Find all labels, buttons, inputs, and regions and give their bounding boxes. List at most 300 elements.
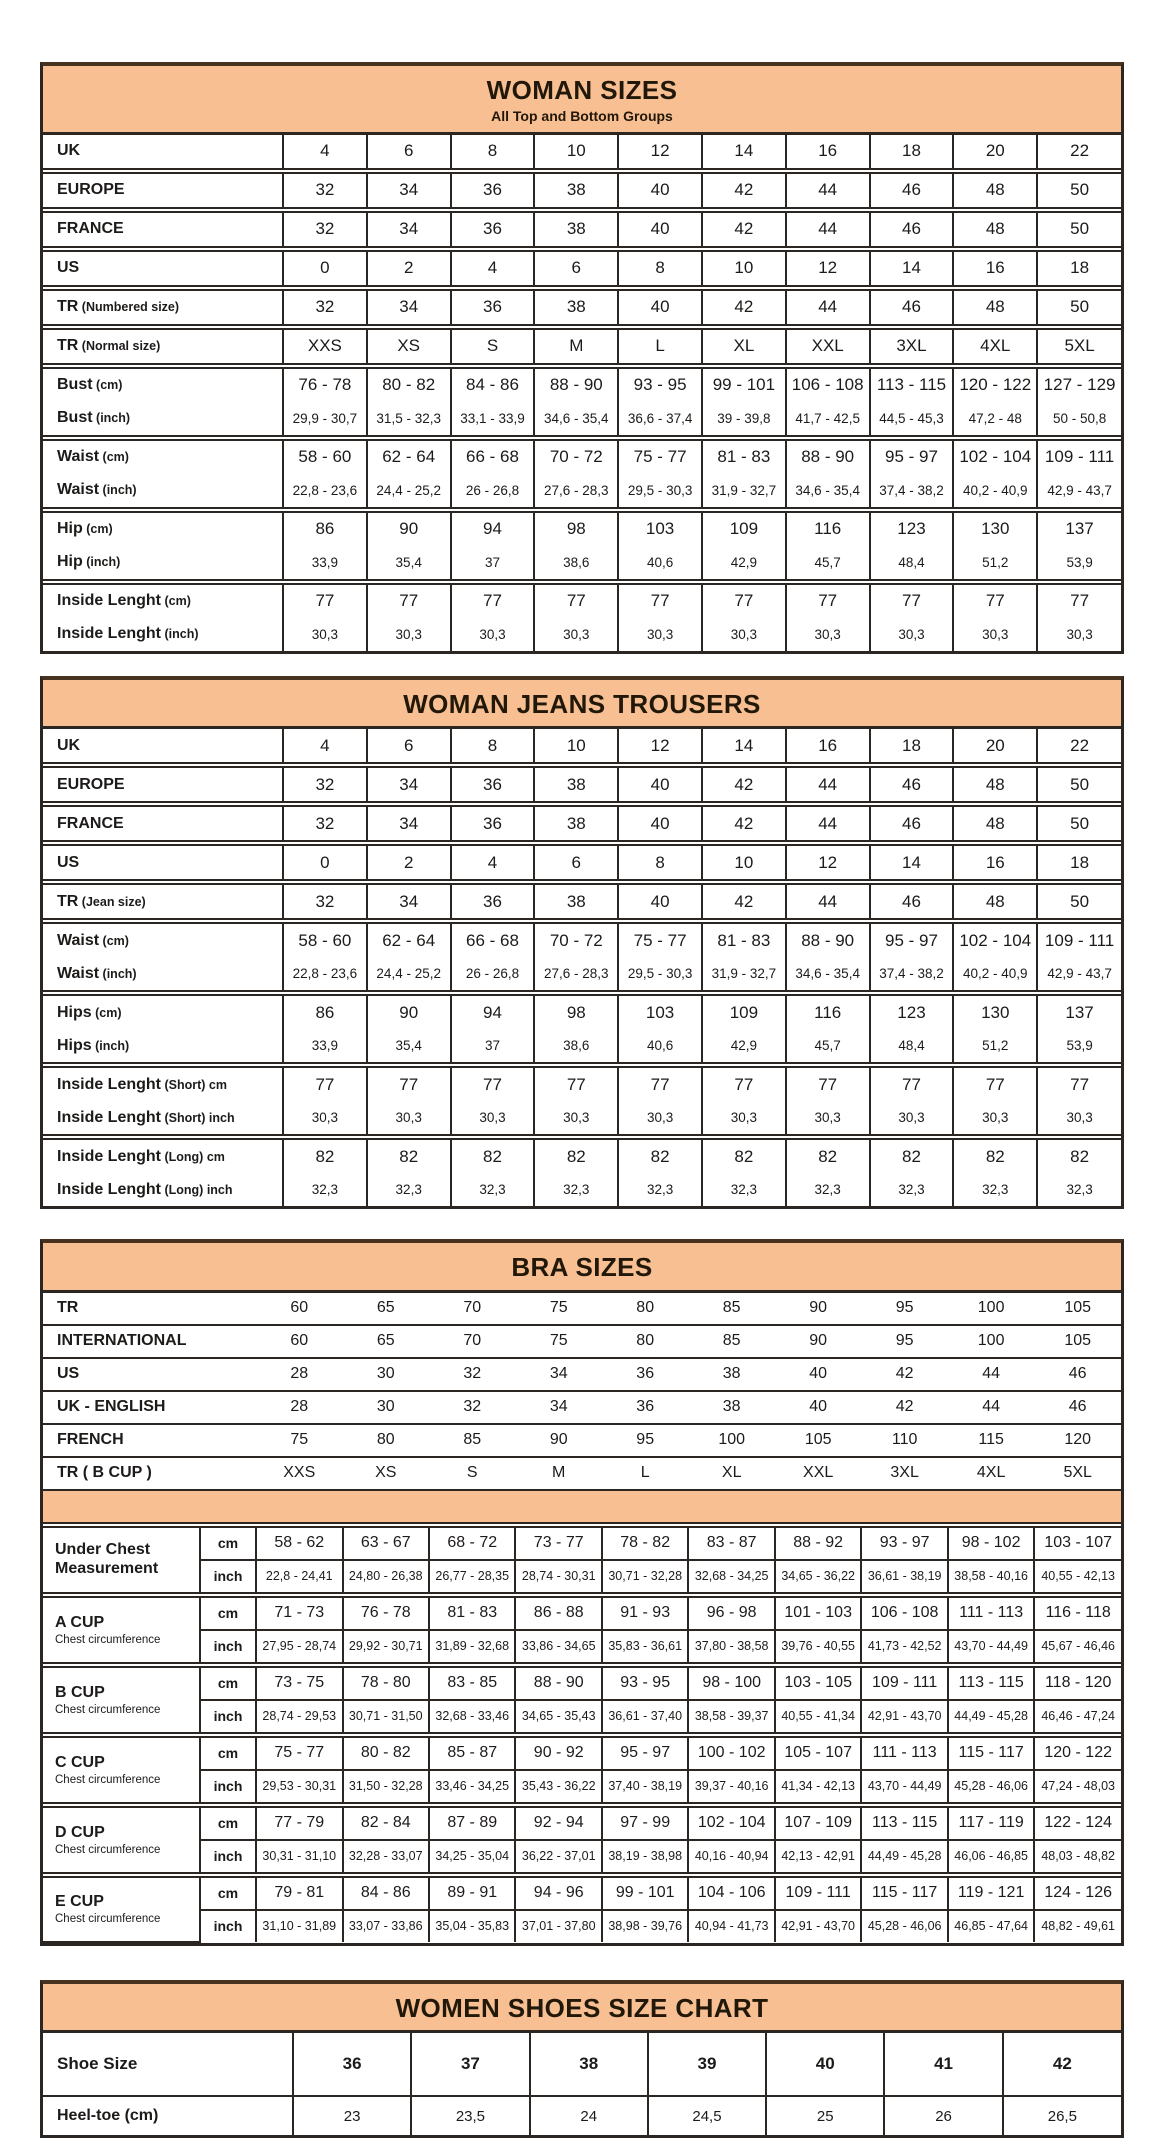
size-value: 34,65 - 36,22 bbox=[775, 1560, 861, 1595]
size-value: 62 - 64 bbox=[367, 921, 451, 957]
size-value: 109 - 111 bbox=[775, 1875, 861, 1910]
size-value: 62 - 64 bbox=[367, 438, 451, 474]
table-row bbox=[43, 843, 1121, 882]
size-value: 106 - 108 bbox=[861, 1595, 947, 1630]
size-value: 27,6 - 28,3 bbox=[534, 957, 618, 993]
size-value: 37 bbox=[451, 546, 535, 582]
table-row bbox=[43, 474, 1121, 510]
size-value: 37,40 - 38,19 bbox=[602, 1770, 688, 1805]
size-value: 77 bbox=[702, 582, 786, 618]
size-value: 32,3 bbox=[953, 1173, 1037, 1206]
size-value: 18 bbox=[870, 135, 954, 171]
size-value: 3XL bbox=[861, 1457, 947, 1490]
size-value: 46,85 - 47,64 bbox=[948, 1910, 1034, 1942]
size-value: 130 bbox=[953, 993, 1037, 1029]
size-value: 70 - 72 bbox=[534, 438, 618, 474]
size-value: 82 bbox=[534, 1137, 618, 1173]
size-value: 48 bbox=[953, 765, 1037, 804]
size-value: M bbox=[515, 1457, 601, 1490]
size-value: 76 - 78 bbox=[283, 366, 367, 402]
size-value: 38,6 bbox=[534, 1029, 618, 1065]
table-row bbox=[43, 1173, 1121, 1206]
table-row bbox=[43, 1560, 1121, 1595]
size-value: 75 - 77 bbox=[618, 438, 702, 474]
size-value: 48 bbox=[953, 288, 1037, 327]
size-value: 82 bbox=[702, 1137, 786, 1173]
size-value: 37,80 - 38,58 bbox=[688, 1630, 774, 1665]
cup-label bbox=[43, 1735, 200, 1805]
size-value: 116 bbox=[786, 993, 870, 1029]
size-value: 24 bbox=[530, 2096, 648, 2135]
size-value: 25 bbox=[766, 2096, 884, 2135]
size-value: 109 - 111 bbox=[861, 1665, 947, 1700]
size-value: 78 - 80 bbox=[343, 1665, 429, 1700]
size-value: 42,9 - 43,7 bbox=[1037, 474, 1121, 510]
size-value: 32 bbox=[429, 1358, 515, 1391]
size-value: 77 bbox=[786, 1065, 870, 1101]
size-value: 20 bbox=[953, 135, 1037, 171]
size-value: 94 - 96 bbox=[515, 1875, 601, 1910]
size-value: 33,07 - 33,86 bbox=[343, 1910, 429, 1942]
size-value: 29,92 - 30,71 bbox=[343, 1630, 429, 1665]
size-value: 46 bbox=[870, 171, 954, 210]
size-value: 66 - 68 bbox=[451, 438, 535, 474]
size-value: 44 bbox=[786, 882, 870, 921]
size-value: 86 bbox=[283, 993, 367, 1029]
size-value: 14 bbox=[870, 843, 954, 882]
size-value: 48 bbox=[953, 804, 1037, 843]
size-value: 77 bbox=[786, 582, 870, 618]
table-row bbox=[43, 2096, 1121, 2135]
size-value: 82 bbox=[870, 1137, 954, 1173]
size-value: 38 bbox=[688, 1391, 774, 1424]
size-value: 33,86 - 34,65 bbox=[515, 1630, 601, 1665]
shoes-table bbox=[40, 1980, 1124, 2138]
bra-table bbox=[40, 1239, 1124, 1946]
size-value: 101 - 103 bbox=[775, 1595, 861, 1630]
size-value: 42 bbox=[702, 765, 786, 804]
table-row bbox=[43, 1065, 1121, 1101]
size-value: 27,6 - 28,3 bbox=[534, 474, 618, 510]
size-value: 87 - 89 bbox=[429, 1805, 515, 1840]
size-value: 18 bbox=[870, 729, 954, 765]
size-value: M bbox=[534, 327, 618, 366]
size-value: 30,3 bbox=[451, 618, 535, 651]
size-value: 26 - 26,8 bbox=[451, 957, 535, 993]
size-value: 30,3 bbox=[1037, 618, 1121, 651]
size-value: 4 bbox=[451, 249, 535, 288]
size-value: 16 bbox=[786, 135, 870, 171]
size-value: 30,3 bbox=[451, 1101, 535, 1137]
size-value: 75 - 77 bbox=[618, 921, 702, 957]
table-row bbox=[43, 1805, 1121, 1840]
table-row bbox=[43, 510, 1121, 546]
size-value: XXL bbox=[786, 327, 870, 366]
row-label: Inside Lenght (Short) inch bbox=[43, 1101, 283, 1137]
size-value: 36 bbox=[451, 171, 535, 210]
size-value: 30,3 bbox=[534, 618, 618, 651]
size-value: 34,25 - 35,04 bbox=[429, 1840, 515, 1875]
size-value: 39,37 - 40,16 bbox=[688, 1770, 774, 1805]
row-label-note: (Long) cm bbox=[161, 1149, 225, 1164]
size-value: 77 bbox=[1037, 1065, 1121, 1101]
size-value: 40,2 - 40,9 bbox=[953, 474, 1037, 510]
size-value: 43,70 - 44,49 bbox=[861, 1770, 947, 1805]
table-row bbox=[43, 1457, 1121, 1490]
size-value: 53,9 bbox=[1037, 546, 1121, 582]
row-label: Waist (cm) bbox=[43, 438, 283, 474]
size-value: 84 - 86 bbox=[343, 1875, 429, 1910]
size-value: 46,06 - 46,85 bbox=[948, 1840, 1034, 1875]
size-value: 24,80 - 26,38 bbox=[343, 1560, 429, 1595]
table-title: BRA SIZES bbox=[511, 1252, 653, 1283]
unit-label: inch bbox=[200, 1560, 256, 1595]
row-label-note: (inch) bbox=[91, 1038, 130, 1053]
size-value: 111 - 113 bbox=[948, 1595, 1034, 1630]
size-value: 29,53 - 30,31 bbox=[256, 1770, 342, 1805]
row-label: US bbox=[43, 1358, 256, 1391]
size-value: 82 - 84 bbox=[343, 1805, 429, 1840]
size-value: 44 bbox=[786, 765, 870, 804]
size-value: 41,34 - 42,13 bbox=[775, 1770, 861, 1805]
table-row bbox=[43, 1875, 1121, 1910]
size-value: 32 bbox=[283, 171, 367, 210]
size-value: 42 bbox=[861, 1358, 947, 1391]
size-value: 33,1 - 33,9 bbox=[451, 402, 535, 438]
size-value: 93 - 95 bbox=[618, 366, 702, 402]
size-value: 24,5 bbox=[648, 2096, 766, 2135]
size-value: 122 - 124 bbox=[1034, 1805, 1121, 1840]
size-value: 79 - 81 bbox=[256, 1875, 342, 1910]
table-row bbox=[43, 582, 1121, 618]
size-value: 35,83 - 36,61 bbox=[602, 1630, 688, 1665]
size-value: 77 bbox=[870, 582, 954, 618]
size-value: 38,58 - 40,16 bbox=[948, 1560, 1034, 1595]
size-value: 4XL bbox=[953, 327, 1037, 366]
size-value: 38 bbox=[534, 804, 618, 843]
row-label: UK bbox=[43, 729, 283, 765]
size-value: 34 bbox=[367, 804, 451, 843]
size-value: 109 - 111 bbox=[1037, 438, 1121, 474]
cup-title: E CUP bbox=[55, 1893, 104, 1911]
table-row bbox=[43, 804, 1121, 843]
size-value: 29,5 - 30,3 bbox=[618, 957, 702, 993]
size-value: 86 - 88 bbox=[515, 1595, 601, 1630]
size-value: 38,98 - 39,76 bbox=[602, 1910, 688, 1942]
row-label: FRANCE bbox=[43, 804, 283, 843]
bra-banner bbox=[43, 1243, 1121, 1293]
size-value: 26 - 26,8 bbox=[451, 474, 535, 510]
size-value: 65 bbox=[343, 1293, 429, 1325]
size-value: 48 bbox=[953, 171, 1037, 210]
row-label: EUROPE bbox=[43, 171, 283, 210]
size-value: 32 bbox=[283, 210, 367, 249]
size-value: 50 bbox=[1037, 882, 1121, 921]
size-value: XL bbox=[702, 327, 786, 366]
size-value: 32,3 bbox=[618, 1173, 702, 1206]
size-value: 90 bbox=[367, 993, 451, 1029]
size-value: 46 bbox=[1034, 1358, 1121, 1391]
table-row bbox=[43, 327, 1121, 366]
size-value: 8 bbox=[618, 249, 702, 288]
size-value: 115 - 117 bbox=[861, 1875, 947, 1910]
table-subtitle: All Top and Bottom Groups bbox=[491, 107, 673, 124]
size-value: 36 bbox=[451, 765, 535, 804]
size-value: 42 bbox=[702, 171, 786, 210]
size-value: 95 bbox=[861, 1325, 947, 1358]
size-value: 36 bbox=[293, 2033, 411, 2096]
size-value: 92 - 94 bbox=[515, 1805, 601, 1840]
size-value: 105 bbox=[1034, 1325, 1121, 1358]
size-value: 85 - 87 bbox=[429, 1735, 515, 1770]
cup-label bbox=[43, 1875, 200, 1942]
size-value: 48,4 bbox=[870, 546, 954, 582]
size-value: 5XL bbox=[1037, 327, 1121, 366]
size-value: 0 bbox=[283, 249, 367, 288]
table-row bbox=[43, 957, 1121, 993]
table-row bbox=[43, 765, 1121, 804]
size-value: 16 bbox=[953, 843, 1037, 882]
size-value: 46 bbox=[870, 765, 954, 804]
size-value: 90 bbox=[367, 510, 451, 546]
row-label: EUROPE bbox=[43, 765, 283, 804]
size-value: 88 - 90 bbox=[786, 438, 870, 474]
size-value: 40 bbox=[618, 804, 702, 843]
size-value: 35,4 bbox=[367, 1029, 451, 1065]
table-row bbox=[43, 1101, 1121, 1137]
size-value: 34 bbox=[515, 1391, 601, 1424]
size-value: 42 bbox=[1003, 2033, 1121, 2096]
row-label-note: (cm) bbox=[92, 378, 123, 393]
row-label: Inside Lenght (Long) cm bbox=[43, 1137, 283, 1173]
size-value: 77 bbox=[618, 1065, 702, 1101]
size-value: 80 bbox=[602, 1325, 688, 1358]
size-value: 26,5 bbox=[1003, 2096, 1121, 2135]
size-value: 66 - 68 bbox=[451, 921, 535, 957]
size-value: 28,74 - 30,31 bbox=[515, 1560, 601, 1595]
size-value: 113 - 115 bbox=[948, 1665, 1034, 1700]
size-value: 97 - 99 bbox=[602, 1805, 688, 1840]
size-value: 38,58 - 39,37 bbox=[688, 1700, 774, 1735]
cup-label bbox=[43, 1525, 200, 1595]
row-label-note: (Short) cm bbox=[161, 1077, 227, 1092]
woman-sizes-table bbox=[40, 62, 1124, 654]
row-label: INTERNATIONAL bbox=[43, 1325, 256, 1358]
table-row bbox=[43, 1358, 1121, 1391]
size-value: 36 bbox=[602, 1391, 688, 1424]
size-value: 94 bbox=[451, 993, 535, 1029]
size-value: 10 bbox=[702, 249, 786, 288]
size-value: 71 - 73 bbox=[256, 1595, 342, 1630]
size-value: 12 bbox=[618, 729, 702, 765]
size-value: 32,3 bbox=[283, 1173, 367, 1206]
size-value: 10 bbox=[534, 135, 618, 171]
size-value: 30,3 bbox=[367, 1101, 451, 1137]
size-value: 90 bbox=[775, 1293, 861, 1325]
size-value: 40 bbox=[618, 765, 702, 804]
table-row bbox=[43, 1424, 1121, 1457]
size-value: 82 bbox=[367, 1137, 451, 1173]
size-value: 4 bbox=[451, 843, 535, 882]
size-value: 77 bbox=[870, 1065, 954, 1101]
size-value: 2 bbox=[367, 843, 451, 882]
size-value: 45,67 - 46,46 bbox=[1034, 1630, 1121, 1665]
size-value: 34 bbox=[367, 210, 451, 249]
row-label: Inside Lenght (Short) cm bbox=[43, 1065, 283, 1101]
size-value: 30 bbox=[343, 1391, 429, 1424]
size-value: 80 bbox=[343, 1424, 429, 1457]
table-row bbox=[43, 1770, 1121, 1805]
size-value: 8 bbox=[618, 843, 702, 882]
size-value: 30,3 bbox=[702, 618, 786, 651]
size-value: 73 - 77 bbox=[515, 1525, 601, 1560]
size-value: 86 bbox=[283, 510, 367, 546]
unit-label: cm bbox=[200, 1875, 256, 1910]
row-label: TR ( B CUP ) bbox=[43, 1457, 256, 1490]
size-value: 82 bbox=[786, 1137, 870, 1173]
size-value: 103 bbox=[618, 510, 702, 546]
size-value: 40 bbox=[775, 1391, 861, 1424]
size-value: 50 bbox=[1037, 765, 1121, 804]
table-row bbox=[43, 210, 1121, 249]
size-value: 99 - 101 bbox=[702, 366, 786, 402]
row-label: TR (Numbered size) bbox=[43, 288, 283, 327]
size-value: 38 bbox=[534, 171, 618, 210]
size-value: 117 - 119 bbox=[948, 1805, 1034, 1840]
row-label: Hips (inch) bbox=[43, 1029, 283, 1065]
size-value: 77 bbox=[283, 1065, 367, 1101]
row-label-note: (cm) bbox=[99, 933, 129, 948]
unit-label: cm bbox=[200, 1595, 256, 1630]
table-row bbox=[43, 249, 1121, 288]
size-value: 107 - 109 bbox=[775, 1805, 861, 1840]
size-value: 42 bbox=[861, 1391, 947, 1424]
table-row bbox=[43, 1665, 1121, 1700]
cup-title: B CUP bbox=[55, 1683, 105, 1701]
size-value: 42,13 - 42,91 bbox=[775, 1840, 861, 1875]
cup-subtitle: Chest circumference bbox=[55, 1773, 161, 1786]
size-value: 50 bbox=[1037, 804, 1121, 843]
size-value: 42 bbox=[702, 210, 786, 249]
size-value: 77 bbox=[953, 1065, 1037, 1101]
size-value: 63 - 67 bbox=[343, 1525, 429, 1560]
size-value: 98 bbox=[534, 993, 618, 1029]
size-value: 4 bbox=[283, 729, 367, 765]
cup-title: C CUP bbox=[55, 1753, 105, 1771]
size-value: 20 bbox=[953, 729, 1037, 765]
size-value: 46,46 - 47,24 bbox=[1034, 1700, 1121, 1735]
size-value: 44 bbox=[786, 210, 870, 249]
size-value: 22,8 - 23,6 bbox=[283, 957, 367, 993]
size-value: 50 bbox=[1037, 171, 1121, 210]
size-value: 31,50 - 32,28 bbox=[343, 1770, 429, 1805]
size-value: 46 bbox=[870, 210, 954, 249]
unit-label: cm bbox=[200, 1805, 256, 1840]
cup-label bbox=[43, 1805, 200, 1875]
size-value: XXS bbox=[256, 1457, 342, 1490]
jeans-table bbox=[40, 676, 1124, 1210]
size-value: XXL bbox=[775, 1457, 861, 1490]
size-value: 30,31 - 31,10 bbox=[256, 1840, 342, 1875]
size-value: 48,82 - 49,61 bbox=[1034, 1910, 1121, 1942]
size-value: 5XL bbox=[1034, 1457, 1121, 1490]
size-value: 100 bbox=[948, 1293, 1034, 1325]
size-value: 90 bbox=[515, 1424, 601, 1457]
size-value: 26 bbox=[884, 2096, 1002, 2135]
size-value: 12 bbox=[786, 843, 870, 882]
size-value: 48 bbox=[953, 882, 1037, 921]
size-value: 32 bbox=[283, 804, 367, 843]
size-value: 33,9 bbox=[283, 1029, 367, 1065]
size-value: 36,61 - 38,19 bbox=[861, 1560, 947, 1595]
size-value: 116 bbox=[786, 510, 870, 546]
size-value: 37,4 - 38,2 bbox=[870, 957, 954, 993]
size-value: 58 - 60 bbox=[283, 438, 367, 474]
size-value: 36 bbox=[451, 210, 535, 249]
size-value: 38,19 - 38,98 bbox=[602, 1840, 688, 1875]
size-value: 106 - 108 bbox=[786, 366, 870, 402]
size-value: 30,3 bbox=[870, 618, 954, 651]
size-value: 42,9 bbox=[702, 1029, 786, 1065]
row-label: UK bbox=[43, 135, 283, 171]
size-value: 6 bbox=[367, 135, 451, 171]
size-value: 4 bbox=[283, 135, 367, 171]
size-value: 100 bbox=[948, 1325, 1034, 1358]
size-value: 40 bbox=[618, 171, 702, 210]
size-value: 58 - 60 bbox=[283, 921, 367, 957]
size-value: 31,9 - 32,7 bbox=[702, 957, 786, 993]
size-value: 103 bbox=[618, 993, 702, 1029]
size-value: 65 bbox=[343, 1325, 429, 1358]
size-value: 12 bbox=[786, 249, 870, 288]
size-value: 24,4 - 25,2 bbox=[367, 957, 451, 993]
size-value: 36 bbox=[451, 804, 535, 843]
size-value: 2 bbox=[367, 249, 451, 288]
size-value: 118 - 120 bbox=[1034, 1665, 1121, 1700]
cup-title: A CUP bbox=[55, 1613, 105, 1631]
row-label-note: (cm) bbox=[82, 522, 113, 537]
size-value: 38,6 bbox=[534, 546, 618, 582]
woman-sizes-banner bbox=[43, 66, 1121, 135]
table-row bbox=[43, 135, 1121, 171]
row-label-note: (inch) bbox=[161, 627, 199, 642]
size-value: 43,70 - 44,49 bbox=[948, 1630, 1034, 1665]
size-value: 32 bbox=[283, 288, 367, 327]
size-value: S bbox=[451, 327, 535, 366]
table-row bbox=[43, 1840, 1121, 1875]
size-value: 45,7 bbox=[786, 1029, 870, 1065]
size-value: 45,28 - 46,06 bbox=[861, 1910, 947, 1942]
size-value: 102 - 104 bbox=[688, 1805, 774, 1840]
size-value: 113 - 115 bbox=[861, 1805, 947, 1840]
table-row bbox=[43, 438, 1121, 474]
size-value: 16 bbox=[786, 729, 870, 765]
size-value: 40 bbox=[618, 288, 702, 327]
jeans-grid bbox=[43, 729, 1121, 1206]
row-label: Hip (cm) bbox=[43, 510, 283, 546]
table-title: WOMEN SHOES SIZE CHART bbox=[395, 1992, 769, 2023]
size-value: 42,91 - 43,70 bbox=[775, 1910, 861, 1942]
size-value: 29,5 - 30,3 bbox=[618, 474, 702, 510]
size-value: 77 bbox=[451, 582, 535, 618]
size-value: 50 - 50,8 bbox=[1037, 402, 1121, 438]
size-value: 31,5 - 32,3 bbox=[367, 402, 451, 438]
size-value: 22 bbox=[1037, 729, 1121, 765]
size-value: 6 bbox=[534, 843, 618, 882]
size-value: 46 bbox=[870, 882, 954, 921]
row-label: US bbox=[43, 249, 283, 288]
row-label: Inside Lenght (Long) inch bbox=[43, 1173, 283, 1206]
